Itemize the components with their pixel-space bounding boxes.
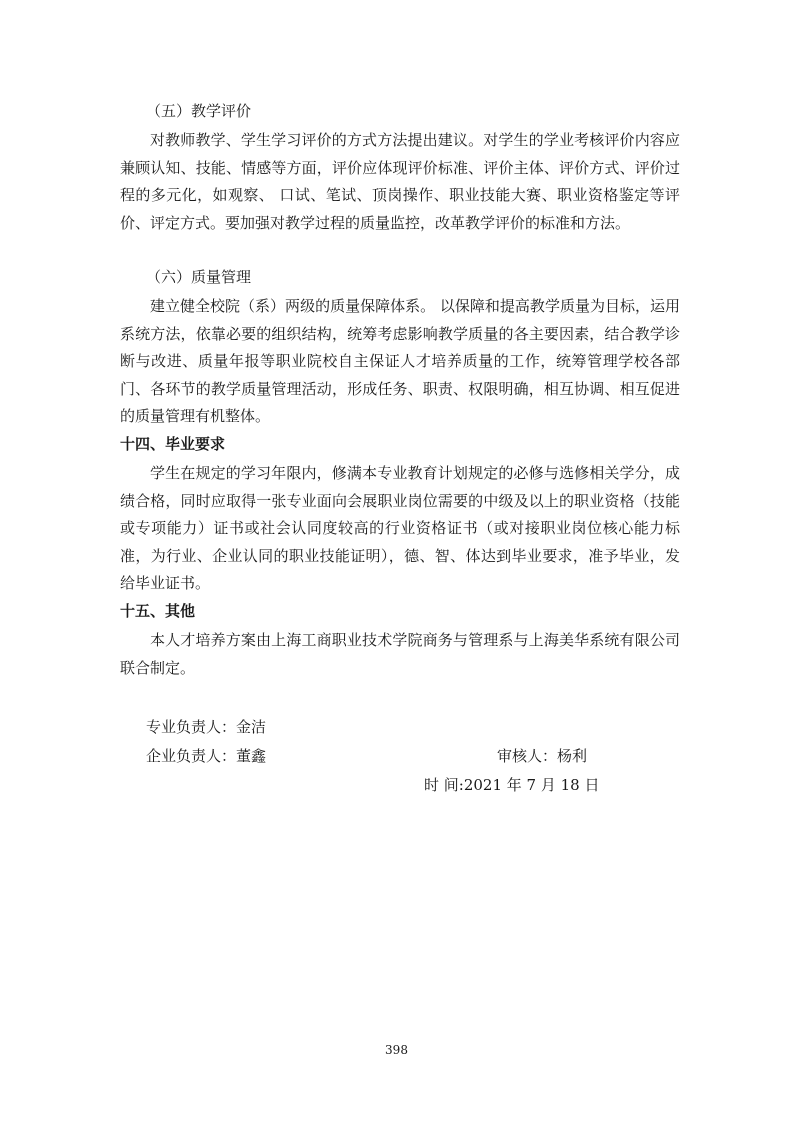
graduation-heading: 十四、毕业要求 — [120, 435, 226, 453]
page-number: 398 — [385, 1043, 408, 1057]
evaluation-paragraph: 对教师教学、学生学习评价的方式方法提出建议。对学生的学业考核评价内容应兼顾认知、技能、情感等方面，评价应体现评价标准、评价主体、评价方式、评价过程的多元化，如观察、 口试、笔试、顶岗操作、职业技能大赛、职业资格鉴定等评价、评定方式。要加强对教学过程的质量监控，改革教学评价的标准和方法。 — [120, 131, 680, 232]
quality-heading: （六）质量管理 — [146, 268, 252, 286]
evaluation-heading: （五）教学评价 — [146, 102, 252, 120]
quality-paragraph: 建立健全校院（系）两级的质量保障体系。 以保障和提高教学质量为目标，运用系统方法，依靠必要的组织结构，统筹考虑影响教学质量的各主要因素，结合教学诊断与改进、质量年报等职业院校自主保证人才培养质量的工作，统筹管理学校各部门、各环节的教学质量管理活动，形成任务、职责、权限明确，相互协调、相互促进的质量管理有机整体。 — [120, 297, 680, 425]
reviewer-signature: 审核人：杨利 — [497, 747, 588, 765]
other-paragraph: 本人才培养方案由上海工商职业技术学院商务与管理系与上海美华系统有限公司联合制定。 — [120, 631, 680, 677]
date-line: 时 间:2021 年 7 月 18 日 — [424, 776, 600, 794]
graduation-paragraph: 学生在规定的学习年限内，修满本专业教育计划规定的必修与选修相关学分，成绩合格，同时应取得一张专业面向会展职业岗位需要的中级及以上的职业资格（技能或专项能力）证书或社会认同度较高的行业资格证书（或对接职业岗位核心能力标准，为行业、企业认同的职业技能证明），德、智、体达到毕业要求，准予毕业，发给毕业证书。 — [120, 464, 680, 592]
enterprise-lead-signature: 企业负责人：董鑫 — [146, 747, 267, 765]
major-lead-signature: 专业负责人：金洁 — [146, 718, 267, 736]
other-heading: 十五、其他 — [120, 602, 196, 620]
